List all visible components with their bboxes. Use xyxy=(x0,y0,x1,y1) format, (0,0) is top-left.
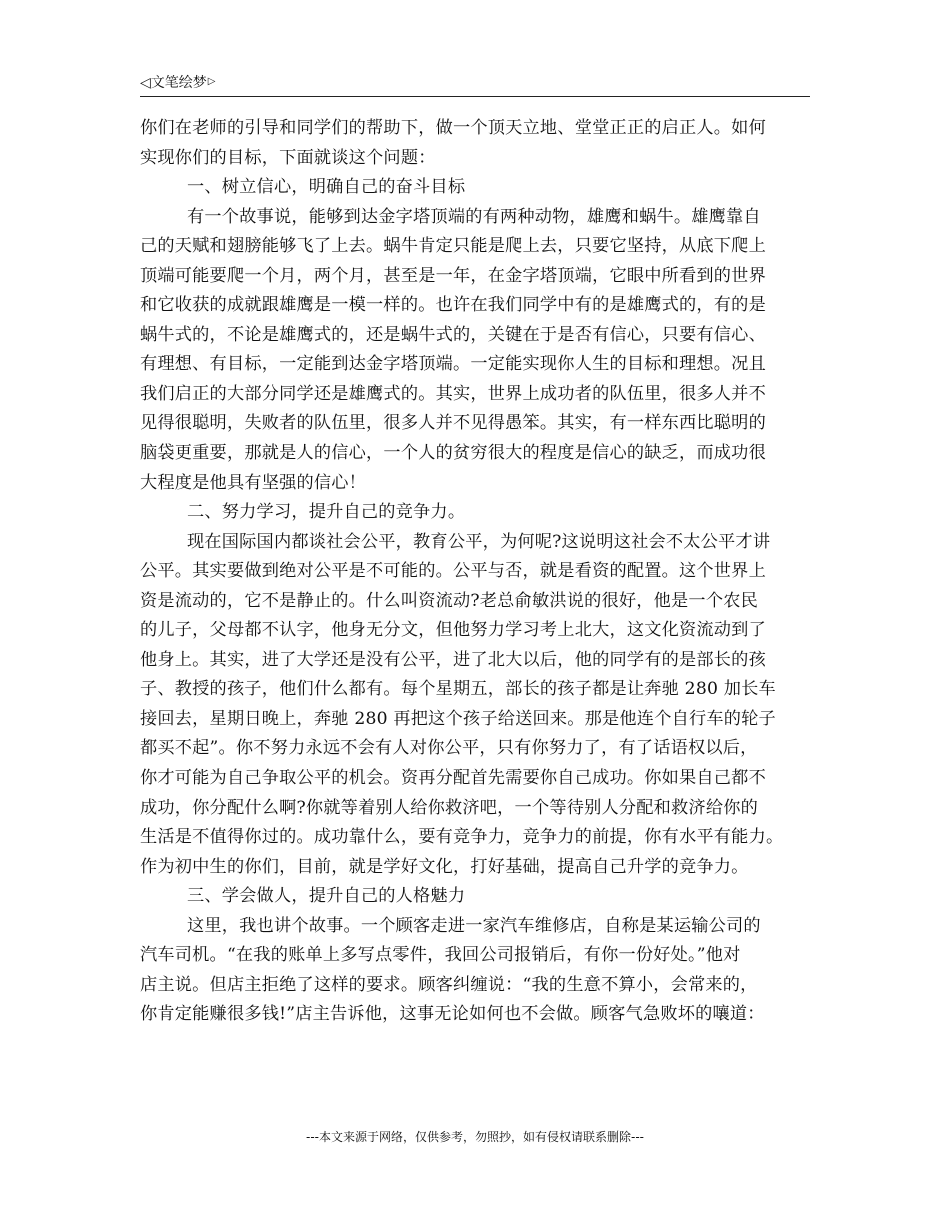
text-line: 这里，我也讲个故事。一个顾客走进一家汽车维修店，自称是某运输公司的 xyxy=(187,915,761,936)
text-line: 的儿子，父母都不认字，他身无分文，但他努力学习考上北大，这文化资流动到了 xyxy=(140,620,766,641)
text-line: 顶端可能要爬一个月，两个月，甚至是一年，在金字塔顶端，它眼中所看到的世界 xyxy=(140,265,766,286)
text-line: 汽车司机。“在我的账单上多写点零件，我回公司报销后，有你一份好处。”他对 xyxy=(140,945,741,966)
text-line: 生活是不值得你过的。成功靠什么，要有竞争力，竞争力的前提，你有水平有能力。 xyxy=(140,827,784,848)
text-line: 三、学会做人，提升自己的人格魅力 xyxy=(187,886,466,907)
text-line: 成功，你分配什么啊?你就等着别人给你救济吧，一个等待别人分配和救济给你的 xyxy=(140,797,758,818)
text-line: 你肯定能赚很多钱!”店主告诉他，这事无论如何也不会做。顾客气急败坏的嚷道： xyxy=(140,1004,765,1025)
text-line: 都买不起”。你不努力永远不会有人对你公平，只有你努力了，有了话语权以后， xyxy=(140,738,758,759)
text-line: 和它收获的成就跟雄鹰是一模一样的。也许在我们同学中有的是雄鹰式的，有的是 xyxy=(140,295,766,316)
text-line: 见得很聪明，失败者的队伍里，很多人并不见得愚笨。其实，有一样东西比聪明的 xyxy=(140,413,766,434)
text-line: 店主说。但店主拒绝了这样的要求。顾客纠缠说：“我的生意不算小，会常来的， xyxy=(140,974,758,995)
page-header xyxy=(140,72,810,97)
text-line: 己的天赋和翅膀能够飞了上去。蜗牛肯定只能是爬上去，只要它坚持，从底下爬上 xyxy=(140,236,766,257)
text-line: 子、教授的孩子，他们什么都有。每个星期五，部长的孩子都是让奔驰 280 加长车 xyxy=(140,679,776,700)
text-line: 大程度是他具有坚强的信心！ xyxy=(140,472,367,493)
text-line: 实现你们的目标，下面就谈这个问题： xyxy=(140,147,436,168)
text-line: 蜗牛式的，不论是雄鹰式的，还是蜗牛式的，关键在于是否有信心，只要有信心、 xyxy=(140,324,766,345)
text-line: 资是流动的，它不是静止的。什么叫资流动?老总俞敏洪说的很好，他是一个农民 xyxy=(140,590,758,611)
text-line: 作为初中生的你们，目前，就是学好文化，打好基础，提高自己升学的竞争力。 xyxy=(140,856,749,877)
text-line: 现在国际国内都谈社会公平，教育公平，为何呢?这说明这社会不太公平才讲 xyxy=(187,531,771,552)
text-line: 你才可能为自己争取公平的机会。资再分配首先需要你自己成功。你如果自己都不 xyxy=(140,768,766,789)
text-line: 公平。其实要做到绝对公平是不可能的。公平与否，就是看资的配置。这个世界上 xyxy=(140,561,766,582)
footer-disclaimer: ---本文来源于网络，仅供参考，勿照抄，如有侵权请联系删除--- xyxy=(306,1130,644,1144)
brand-text: 文笔绘梦 xyxy=(150,75,207,91)
right-triangle-icon: ▷ xyxy=(207,76,216,87)
text-line: 他身上。其实，进了大学还是没有公平，进了北大以后，他的同学有的是部长的孩 xyxy=(140,649,766,670)
text-line: 脑袋更重要，那就是人的信心，一个人的贫穷很大的程度是信心的缺乏，而成功很 xyxy=(140,443,766,464)
text-line: 有一个故事说，能够到达金字塔顶端的有两种动物，雄鹰和蜗牛。雄鹰靠自 xyxy=(187,206,761,227)
text-line: 有理想、有目标，一定能到达金字塔顶端。一定能实现你人生的目标和理想。况且 xyxy=(140,354,766,375)
header-brand xyxy=(140,72,215,93)
text-line: 接回去，星期日晚上，奔驰 280 再把这个孩子给送回来。那是他连个自行车的轮子 xyxy=(140,708,776,729)
document-body xyxy=(140,114,812,1030)
text-line: 你们在老师的引导和同学们的帮助下，做一个顶天立地、堂堂正正的启正人。如何 xyxy=(140,118,766,138)
text-line: 我们启正的大部分同学还是雄鹰式的。其实，世界上成功者的队伍里，很多人并不 xyxy=(140,383,766,404)
text-line: 二、努力学习，提升自己的竞争力。 xyxy=(187,502,466,523)
text-line: 一、树立信心，明确自己的奋斗目标 xyxy=(187,177,466,198)
left-triangle-icon: ◁ xyxy=(140,75,151,91)
